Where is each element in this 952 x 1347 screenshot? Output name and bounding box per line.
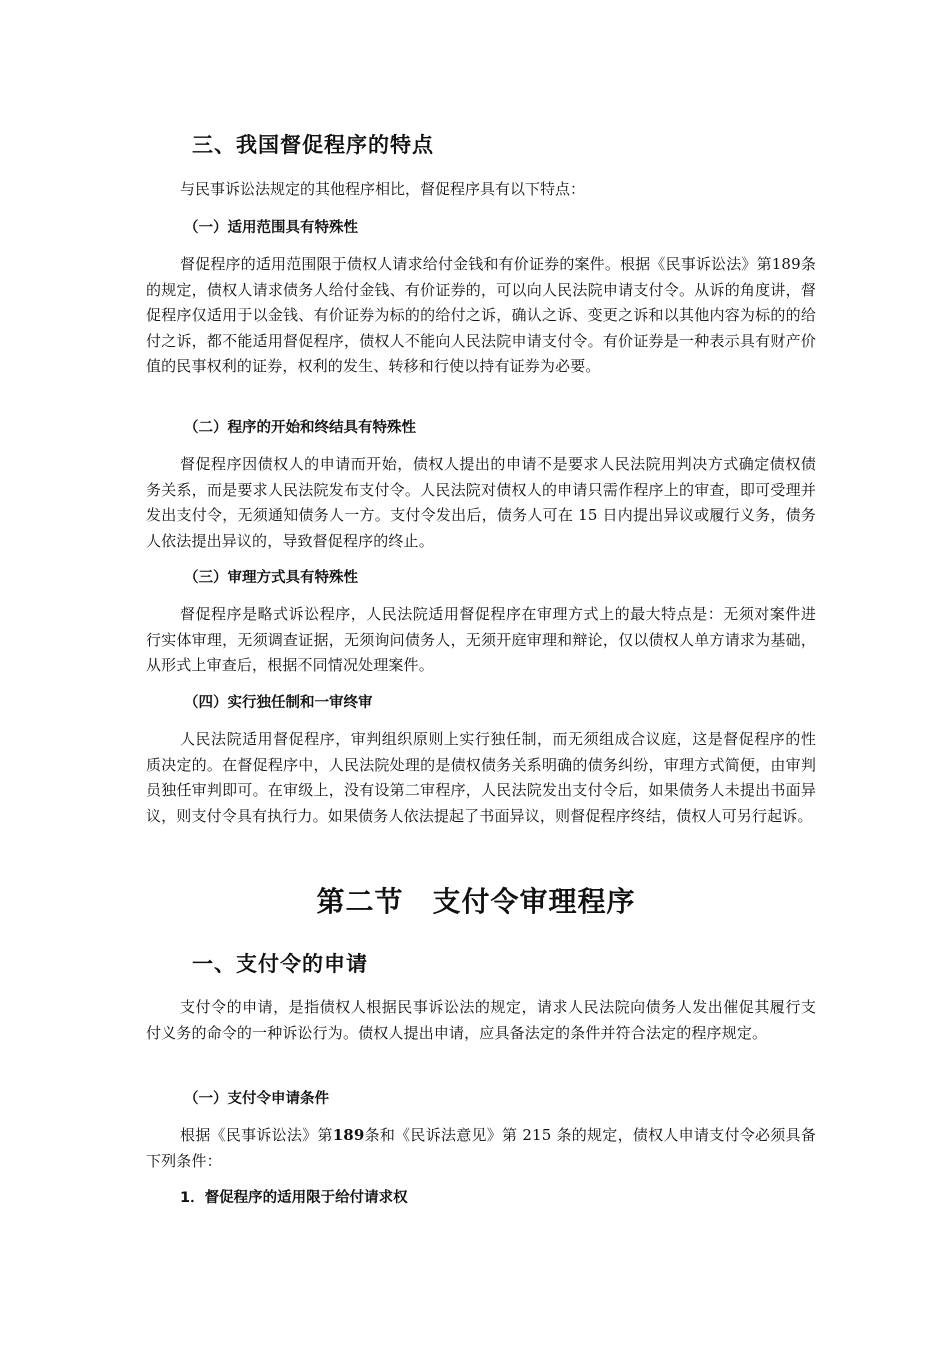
subheading-conditions: （一）支付令申请条件 (184, 1091, 329, 1107)
article-number: 189 (332, 1126, 365, 1144)
paragraph-application: 支付令的申请，是指债权人根据民事诉讼法的规定，请求人民法院向债务人发出催促其履行支付义务的命令的一种诉讼行为。债权人提出申请，应具备法定的条件并符合法定的程序规定。 (146, 998, 816, 1042)
section-heading-application: 一、支付令的申请 (192, 951, 368, 976)
subheading-scope: （一）适用范围具有特殊性 (184, 220, 358, 236)
list-item-payment-claim: 1．督促程序的适用限于给付请求权 (180, 1190, 408, 1206)
subheading-trial-mode: （三）审理方式具有特殊性 (184, 570, 358, 586)
paragraph-start-end: 督促程序因债权人的申请而开始，债权人提出的申请不是要求人民法院用判决方式确定债权债务关系，而是要求人民法院发布支付令。人民法院对债权人的申请只需作程序上的审查，即可受理并发出支付令，无须通知债务人一方。支付令发出后，债务人可在 15 日内提出异议或履行义务，债务人依法提出异议的，导致督促程序的终止。 (146, 455, 816, 550)
conditions-text-post: 条和《民诉法意见》第 215 条的规定，债权人申请支付令必须具备下列条件： (146, 1126, 816, 1170)
section-heading-features: 三、我国督促程序的特点 (192, 132, 434, 157)
conditions-text-pre: 根据《民事诉讼法》第 (180, 1126, 333, 1144)
paragraph-conditions (146, 1123, 816, 1174)
paragraph-sole-judge: 人民法院适用督促程序，审判组织原则上实行独任制，而无须组成合议庭，这是督促程序的性质决定的。在督促程序中，人民法院处理的是债权债务关系明确的债务纠纷，审理方式简便，由审判员独任审判即可。在审级上，没有设第二审程序，人民法院发出支付令后，如果债务人未提出书面异议，则支付令具有执行力。如果债务人依法提起了书面异议，则督促程序终结，债权人可另行起诉。 (146, 730, 816, 825)
subheading-sole-judge: （四）实行独任制和一审终审 (184, 695, 373, 711)
paragraph-scope: 督促程序的适用范围限于债权人请求给付金钱和有价证券的案件。根据《民事诉讼法》第189条的规定，债权人请求债务人给付金钱、有价证券的，可以向人民法院申请支付令。从诉的角度讲，督促程序仅适用于以金钱、有价证券为标的的给付之诉，确认之诉、变更之诉和以其他内容为标的的给付之诉，都不能适用督促程序，债权人不能向人民法院申请支付令。有价证券是一种表示具有财产价值的民事权利的证券，权利的发生、转移和行使以持有证券为必要。 (146, 255, 816, 376)
section-intro: 与民事诉讼法规定的其他程序相比，督促程序具有以下特点： (180, 180, 586, 198)
subheading-start-end: （二）程序的开始和终结具有特殊性 (184, 420, 416, 436)
chapter-title: 第二节 支付令审理程序 (316, 885, 636, 918)
paragraph-trial-mode: 督促程序是略式诉讼程序，人民法院适用督促程序在审理方式上的最大特点是：无须对案件进行实体审理，无须调查证据，无须询问债务人，无须开庭审理和辩论，仅以债权人单方请求为基础，从形式上审查后，根据不同情况处理案件。 (146, 605, 816, 675)
